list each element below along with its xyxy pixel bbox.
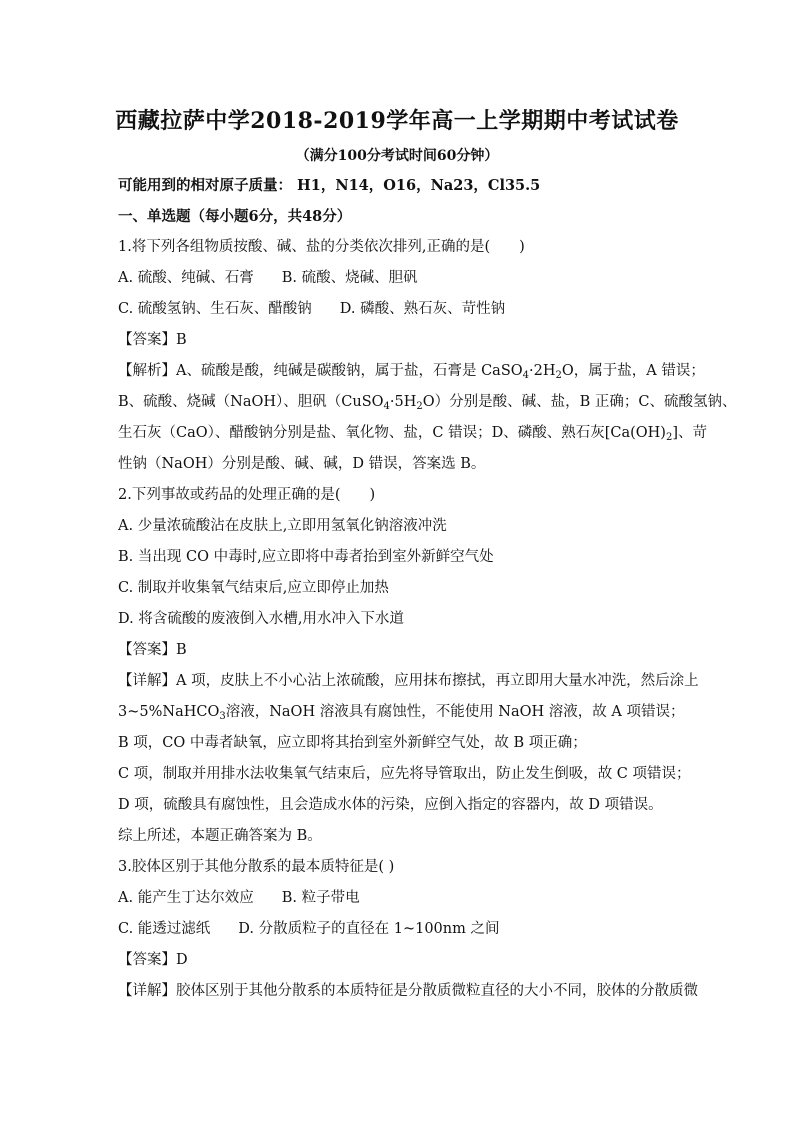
- question-2-answer: 【答案】B: [118, 642, 187, 658]
- option-b: B. 当出现 CO 中毒时,应立即将中毒者抬到室外新鲜空气处: [118, 549, 494, 565]
- option-c: C. 硫酸氢钠、生石灰、醋酸钠: [118, 301, 312, 317]
- option-d: D. 将含硫酸的废液倒入水槽,用水冲入下水道: [118, 611, 404, 627]
- exam-title: 西藏拉萨中学2018-2019学年高一上学期期中考试试卷: [115, 108, 679, 134]
- question-2-detail-line: 3~5%NaHCO$_3$溶液，NaOH 溶液具有腐蚀性，不能使用 NaOH 溶液，故 A 项错误；: [118, 704, 685, 722]
- question-3-detail-line: 【详解】胶体区别于其他分散系的本质特征是分散质微粒直径的大小不同，胶体的分散质微: [118, 983, 698, 999]
- question-3-stem: 3.胶体区别于其他分散系的最本质特征是( ): [118, 859, 395, 875]
- question-2-detail-line: 【详解】A 项，皮肤上不小心沾上浓硫酸，应用抹布擦拭，再立即用大量水冲洗，然后涂上: [118, 673, 699, 689]
- question-2-detail-line: D 项，硫酸具有腐蚀性，且会造成水体的污染，应倒入指定的容器内，故 D 项错误。: [118, 797, 663, 813]
- question-2-detail-line: B 项，CO 中毒者缺氧，应立即将其抬到室外新鲜空气处，故 B 项正确；: [118, 735, 587, 751]
- question-2-stem: 2.下列事故或药品的处理正确的是( ): [118, 487, 376, 503]
- question-1-options-cd: [118, 294, 683, 325]
- question-1-explanation-line: 【解析】A、硫酸是酸，纯碱是碳酸钠，属于盐，石膏是 $CaSO_4\cdot 2H_2O$，属于盐，A 错误；: [118, 363, 705, 381]
- question-2-summary: 综上所述，本题正确答案为 B。: [118, 828, 322, 844]
- section-heading: 一、单选题（每小题6分，共48分）: [118, 208, 352, 225]
- question-1-explanation-line: 生石灰（CaO）、醋酸钠分别是盐、氧化物、盐，C 错误；D、磷酸、熟石灰$[Ca(OH)_2]$、苛: [118, 425, 707, 443]
- question-3-options-cd: [118, 914, 683, 945]
- option-a: A. 硫酸、纯碱、石膏: [118, 270, 254, 286]
- option-d: D. 磷酸、熟石灰、苛性钠: [339, 301, 506, 317]
- option-b: B. 粒子带电: [281, 890, 360, 906]
- question-1-stem: 1.将下列各组物质按酸、碱、盐的分类依次排列,正确的是( ): [118, 239, 525, 255]
- question-1-explanation-line: B、硫酸、烧碱（NaOH）、胆矾$(CuSO_4\cdot 5H_2O)$分别是酸、碱、盐，B 正确；C、硫酸氢钠、: [118, 394, 737, 412]
- option-a: A. 能产生丁达尔效应: [118, 890, 254, 906]
- option-c: C. 能透过滤纸: [118, 921, 211, 937]
- atomic-masses: 可能用到的相对原子质量： H1，N14，O16，Na23，Cl35.5: [118, 177, 541, 194]
- question-3-options-ab: [118, 883, 683, 914]
- option-a: A. 少量浓硫酸沾在皮肤上,立即用氢氧化钠溶液冲洗: [118, 518, 447, 534]
- question-1-answer: 【答案】B: [118, 332, 187, 348]
- question-1-explanation-line: 性钠（NaOH）分别是酸、碱、碱，D 错误，答案选 B。: [118, 456, 486, 472]
- question-2-detail-line: C 项，制取并用排水法收集氧气结束后，应先将导管取出，防止发生倒吸，故 C 项错误；: [118, 766, 691, 782]
- exam-content: [118, 170, 737, 1007]
- question-1-options-ab: [118, 263, 683, 294]
- option-d: D. 分散质粒子的直径在 1~100nm 之间: [238, 921, 500, 937]
- question-3-answer: 【答案】D: [118, 952, 188, 968]
- exam-subtitle: （满分100分考试时间60分钟）: [295, 148, 499, 164]
- option-c: C. 制取并收集氧气结束后,应立即停止加热: [118, 580, 389, 596]
- option-b: B. 硫酸、烧碱、胆矾: [281, 270, 418, 286]
